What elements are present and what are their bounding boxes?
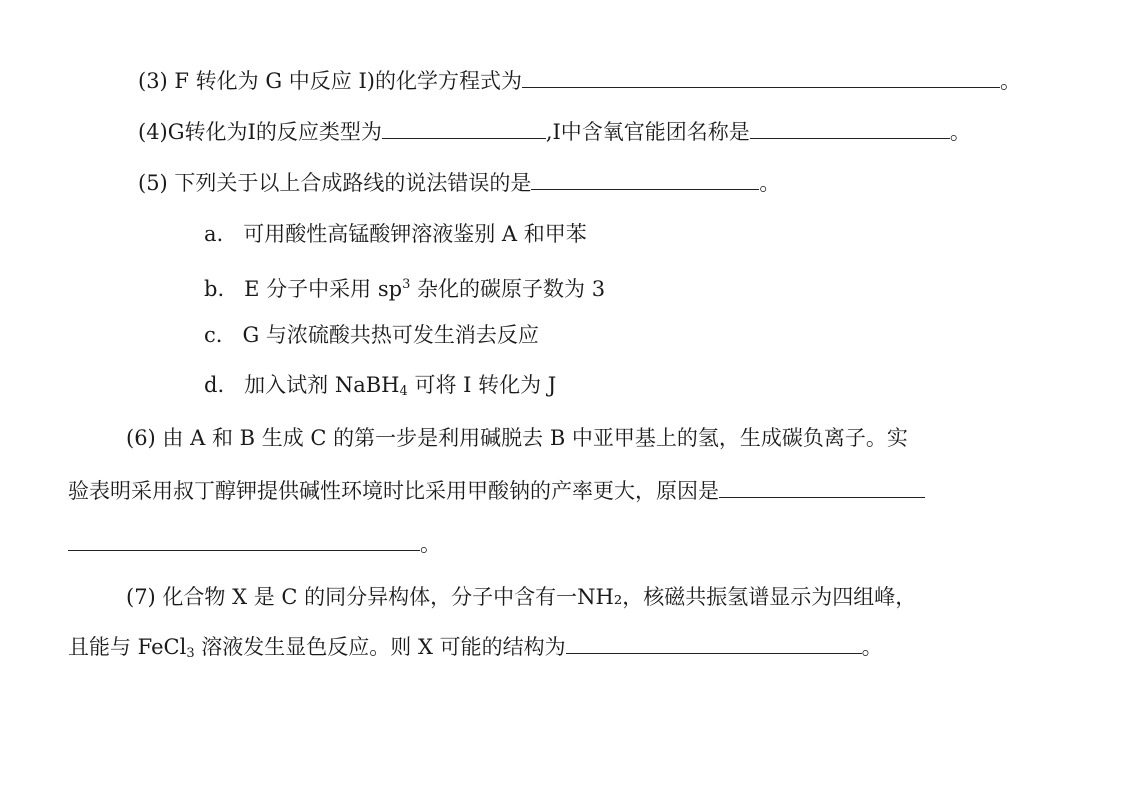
question-7-subscript: 3 xyxy=(186,646,195,661)
option-d-text-b: 可将 I 转化为 J xyxy=(407,373,557,397)
option-b-text-b: 杂化的碳原子数为 3 xyxy=(410,277,606,301)
question-5-answer-blank[interactable] xyxy=(531,171,759,190)
question-7-line-1 xyxy=(126,583,916,611)
question-4-end: 。 xyxy=(949,120,971,144)
question-6-answer-blank-1[interactable] xyxy=(719,479,925,498)
question-5-option-a xyxy=(204,220,587,248)
option-d-subscript: 4 xyxy=(399,384,408,399)
question-3 xyxy=(138,67,1021,95)
question-5-option-c xyxy=(204,321,539,349)
question-4 xyxy=(138,118,971,146)
question-6-text-2: 验表明采用叔丁醇钾提供碱性环境时比采用甲酸钠的产率更大，原因是 xyxy=(68,479,719,503)
question-3-end: 。 xyxy=(999,69,1021,93)
question-6-end: 。 xyxy=(420,532,441,556)
question-5-end: 。 xyxy=(759,171,781,195)
option-d-label: d. xyxy=(204,373,225,397)
question-3-answer-blank[interactable] xyxy=(522,69,1000,88)
question-5-text: (5) 下列关于以上合成路线的说法错误的是 xyxy=(138,171,532,195)
question-6-line-3 xyxy=(68,530,441,558)
option-b-superscript: 3 xyxy=(402,277,411,292)
question-5-option-d xyxy=(204,371,556,406)
question-7-text-1: (7) 化合物 X 是 C 的同分异构体，分子中含有一NH₂，核磁共振氢谱显示为四组峰， xyxy=(126,585,917,609)
question-6-text-1: (6) 由 A 和 B 生成 C 的第一步是利用碱脱去 B 中亚甲基上的氢，生成碳负离子。实 xyxy=(126,426,908,450)
option-b-label: b. xyxy=(204,277,225,301)
question-3-text: (3) F 转化为 G 中反应 I)的化学方程式为 xyxy=(138,69,522,93)
question-7-answer-blank[interactable] xyxy=(566,635,862,654)
question-6-line-1 xyxy=(126,424,908,452)
option-a-text: 可用酸性高锰酸钾溶液鉴别 A 和甲苯 xyxy=(243,222,587,246)
question-7-end: 。 xyxy=(861,635,883,659)
question-4-blank-functional-group[interactable] xyxy=(750,120,950,139)
option-a-label: a. xyxy=(204,222,224,246)
option-d-text-a: 加入试剂 NaBH xyxy=(244,373,400,397)
option-c-label: c. xyxy=(204,323,223,347)
question-4-text-a: (4)G转化为I的反应类型为 xyxy=(138,120,382,144)
question-7-text-2b: 溶液发生显色反应。则 X 可能的结构为 xyxy=(194,635,566,659)
question-5 xyxy=(138,169,780,197)
question-4-text-b: ,I中含氧官能团名称是 xyxy=(545,120,750,144)
question-6-line-2 xyxy=(68,477,925,505)
question-4-blank-reaction-type[interactable] xyxy=(382,120,546,139)
question-6-answer-blank-2[interactable] xyxy=(68,532,420,551)
option-c-text: G 与浓硫酸共热可发生消去反应 xyxy=(242,323,539,347)
question-7-text-2a: 且能与 FeCl xyxy=(68,635,187,659)
option-b-text-a: E 分子中采用 sp xyxy=(244,277,403,301)
question-7-line-2 xyxy=(68,633,883,668)
question-5-option-b xyxy=(204,271,605,303)
